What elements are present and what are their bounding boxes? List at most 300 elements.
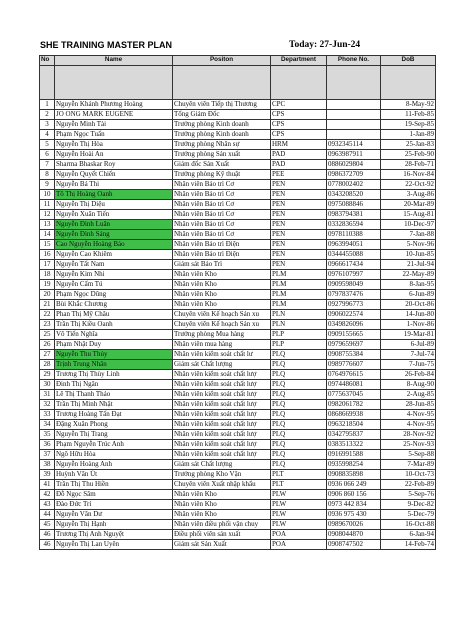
cell-dob[interactable]: 4-Nov-95 [381, 410, 436, 420]
cell-position[interactable]: Nhân viên kiểm soát chất lượ [173, 380, 271, 390]
cell-no[interactable]: 18 [40, 270, 55, 280]
cell-no[interactable]: 17 [40, 260, 55, 270]
cell-dob[interactable]: 5-Sep-76 [381, 490, 436, 500]
cell-dob[interactable]: 5-Sep-88 [381, 450, 436, 460]
cell-phone[interactable] [327, 120, 381, 130]
cell-position[interactable]: Trưởng phòng Kho Vận [173, 470, 271, 480]
cell-name[interactable]: Nguyễn Thị Hòa [55, 140, 173, 150]
cell-phone[interactable]: 0349826096 [327, 320, 381, 330]
cell-position[interactable]: Nhân viên Kho [173, 500, 271, 510]
cell-name[interactable]: Nguyễn Cẩm Tú [55, 280, 173, 290]
cell-department[interactable]: PLW [271, 510, 327, 520]
table-row [40, 540, 436, 550]
cell-position[interactable]: Nhân viên Kho [173, 510, 271, 520]
cell-name[interactable]: Nguyễn Bá Thi [55, 180, 173, 190]
cell-name[interactable]: Nguyễn Văn Dư [55, 510, 173, 520]
cell-no[interactable]: 37 [40, 450, 55, 460]
cell-name[interactable]: Nguyễn Thu Thủy [55, 350, 173, 360]
cell-dob[interactable]: 10-Oct-73 [381, 470, 436, 480]
cell-no[interactable]: 44 [40, 510, 55, 520]
cell-dob[interactable]: 22-May-89 [381, 270, 436, 280]
cell-position[interactable]: Trưởng phòng Sản xuất [173, 150, 271, 160]
cell-phone[interactable]: 0973 442 834 [327, 500, 381, 510]
cell-name[interactable]: Nguyễn Thị Lan Uyên [55, 540, 173, 550]
cell-no[interactable]: 15 [40, 240, 55, 250]
cell-dob[interactable]: 9-Dec-82 [381, 500, 436, 510]
cell-dob[interactable]: 8-Jan-95 [381, 280, 436, 290]
table-row [40, 170, 436, 180]
cell-department[interactable]: PLQ [271, 380, 327, 390]
cell-phone[interactable]: 0342795837 [327, 430, 381, 440]
cell-department[interactable]: PLQ [271, 400, 327, 410]
cell-phone[interactable]: 0978110388 [327, 230, 381, 240]
cell-department[interactable]: CPS [271, 130, 327, 140]
cell-phone[interactable]: 0974486081 [327, 380, 381, 390]
cell-name[interactable]: Ngô Hữu Hòa [55, 450, 173, 460]
cell-name[interactable]: Phạm Nguyễn Trúc Anh [55, 440, 173, 450]
cell-department[interactable]: PEN [271, 240, 327, 250]
cell-department[interactable]: PLW [271, 490, 327, 500]
cell-phone[interactable]: 0908835898 [327, 470, 381, 480]
cell-dob[interactable]: 25-Feb-90 [381, 150, 436, 160]
cell-phone[interactable]: 0909155665 [327, 330, 381, 340]
header-blank-cell[interactable] [40, 66, 55, 100]
col-header-department[interactable]: Department [271, 56, 327, 66]
cell-position[interactable]: Nhân viên Bảo trì Cơ [173, 200, 271, 210]
cell-department[interactable]: PEN [271, 200, 327, 210]
cell-no[interactable]: 8 [40, 170, 55, 180]
cell-position[interactable]: Giám sát Sản Xuất [173, 540, 271, 550]
cell-no[interactable]: 46 [40, 530, 55, 540]
cell-position[interactable]: Giám đốc Sản Xuất [173, 160, 271, 170]
cell-dob[interactable]: 19-Sep-85 [381, 120, 436, 130]
cell-position[interactable]: Nhân viên kiểm soát chất lượ [173, 450, 271, 460]
cell-no[interactable]: 1 [40, 100, 55, 110]
cell-phone[interactable] [327, 100, 381, 110]
cell-department[interactable]: CPC [271, 100, 327, 110]
cell-position[interactable]: Nhân viên Kho [173, 270, 271, 280]
header-blank-cell[interactable] [327, 66, 381, 100]
cell-dob[interactable]: 8-Aug-90 [381, 380, 436, 390]
cell-position[interactable]: Trưởng phòng Nhân sự [173, 140, 271, 150]
header-blank-cell[interactable] [55, 66, 173, 100]
cell-phone[interactable]: 0797837476 [327, 290, 381, 300]
cell-department[interactable]: PLQ [271, 370, 327, 380]
cell-position[interactable]: Nhân viên kiểm soát chất lượ [173, 400, 271, 410]
cell-dob[interactable]: 26-Feb-84 [381, 370, 436, 380]
table-row [40, 380, 436, 390]
cell-dob[interactable]: 6-Jan-94 [381, 530, 436, 540]
table-row [40, 120, 436, 130]
cell-dob[interactable]: 5-Dec-79 [381, 510, 436, 520]
cell-department[interactable]: PLM [271, 300, 327, 310]
col-header-phone[interactable]: Phone No. [327, 56, 381, 66]
cell-dob[interactable]: 14-Jun-80 [381, 310, 436, 320]
cell-department[interactable]: PEN [271, 210, 327, 220]
cell-name[interactable]: Cao Nguyễn Hoàng Bảo [55, 240, 173, 250]
cell-department[interactable]: PLQ [271, 350, 327, 360]
cell-no[interactable]: 26 [40, 340, 55, 350]
cell-position[interactable]: Nhân viên kiểm soát chất lượ [173, 370, 271, 380]
cell-department[interactable]: PLQ [271, 450, 327, 460]
cell-position[interactable]: Nhân viên Bảo trì Cơ [173, 220, 271, 230]
cell-no[interactable]: 11 [40, 200, 55, 210]
cell-name[interactable]: Trương Hoàng Tấn Đạt [55, 410, 173, 420]
cell-no[interactable]: 14 [40, 230, 55, 240]
cell-no[interactable]: 34 [40, 420, 55, 430]
cell-dob[interactable]: 19-Mar-81 [381, 330, 436, 340]
cell-position[interactable]: Nhân viên Kho [173, 490, 271, 500]
cell-phone[interactable]: 0982061782 [327, 400, 381, 410]
cell-position[interactable]: Nhân viên mua hàng [173, 340, 271, 350]
table-row [40, 250, 436, 260]
cell-department[interactable]: PLP [271, 340, 327, 350]
cell-dob[interactable]: 7-Jan-88 [381, 230, 436, 240]
cell-no[interactable]: 43 [40, 500, 55, 510]
cell-position[interactable]: Trưởng phòng Kinh doanh [173, 120, 271, 130]
cell-name[interactable]: Nguyễn Kim Nhi [55, 270, 173, 280]
cell-dob[interactable]: 1-Nov-86 [381, 320, 436, 330]
cell-department[interactable]: PEN [271, 180, 327, 190]
cell-position[interactable]: Điều phối viên sản xuất [173, 530, 271, 540]
cell-position[interactable]: Giám sát Chất lượng [173, 460, 271, 470]
cell-no[interactable]: 41 [40, 480, 55, 490]
cell-no[interactable]: 9 [40, 180, 55, 190]
cell-department[interactable]: PLM [271, 280, 327, 290]
cell-no[interactable]: 33 [40, 410, 55, 420]
cell-no[interactable]: 23 [40, 320, 55, 330]
cell-phone[interactable]: 0989776607 [327, 360, 381, 370]
cell-phone[interactable]: 0775637045 [327, 390, 381, 400]
cell-name[interactable]: Phạm Ngọc Tuấn [55, 130, 173, 140]
cell-name[interactable]: Nguyễn Đình Luân [55, 220, 173, 230]
cell-dob[interactable]: 28-Nov-92 [381, 430, 436, 440]
cell-phone[interactable]: 0909598049 [327, 280, 381, 290]
cell-no[interactable]: 3 [40, 120, 55, 130]
cell-department[interactable]: PEN [271, 220, 327, 230]
table-row [40, 530, 436, 540]
cell-name[interactable]: Nguyễn Thị Trang [55, 430, 173, 440]
cell-position[interactable]: Nhân viên Kho [173, 290, 271, 300]
cell-name[interactable]: Nguyễn Tất Nam [55, 260, 173, 270]
cell-name[interactable]: Sharma Bhaskar Roy [55, 160, 173, 170]
cell-position[interactable]: Nhân viên Bảo trì Điện [173, 240, 271, 250]
cell-phone[interactable]: 0778002402 [327, 180, 381, 190]
cell-name[interactable]: Bùi Khắc Chương [55, 300, 173, 310]
cell-phone[interactable]: 0908044870 [327, 530, 381, 540]
table-row [40, 350, 436, 360]
cell-dob[interactable]: 7-Jul-74 [381, 350, 436, 360]
cell-name[interactable]: Đinh Thị Ngân [55, 380, 173, 390]
cell-dob[interactable]: 10-Jun-85 [381, 250, 436, 260]
cell-department[interactable]: PLT [271, 470, 327, 480]
cell-no[interactable]: 46 [40, 540, 55, 550]
cell-dob[interactable]: 8-May-92 [381, 100, 436, 110]
cell-phone[interactable]: 0908747502 [327, 540, 381, 550]
cell-dob[interactable]: 7-Jun-75 [381, 360, 436, 370]
cell-dob[interactable]: 16-Nov-84 [381, 170, 436, 180]
cell-phone[interactable]: 0932345114 [327, 140, 381, 150]
cell-department[interactable]: CPS [271, 110, 327, 120]
cell-name[interactable]: Trần Thị Kiều Oanh [55, 320, 173, 330]
cell-no[interactable]: 7 [40, 160, 55, 170]
cell-position[interactable]: Chuyên viên Tiếp thị Thương [173, 100, 271, 110]
table-row [40, 440, 436, 450]
cell-department[interactable]: PLN [271, 310, 327, 320]
cell-department[interactable]: PLW [271, 500, 327, 510]
cell-position[interactable]: Tổng Giám Đốc [173, 110, 271, 120]
table-row [40, 390, 436, 400]
cell-phone[interactable]: 0344455088 [327, 250, 381, 260]
cell-name[interactable]: Đào Đức Trí [55, 500, 173, 510]
cell-department[interactable]: PLW [271, 520, 327, 530]
cell-no[interactable]: 42 [40, 490, 55, 500]
cell-department[interactable]: PLQ [271, 460, 327, 470]
table-row [40, 420, 436, 430]
cell-position[interactable]: Nhân viên kiểm soát chất lượ [173, 420, 271, 430]
cell-name[interactable]: Trần Thị Minh Nhật [55, 400, 173, 410]
table-row [40, 140, 436, 150]
cell-phone[interactable]: 0976107997 [327, 270, 381, 280]
cell-position[interactable]: Nhân viên Bảo trì Cơ [173, 230, 271, 240]
cell-position[interactable]: Trưởng phòng Kinh doanh [173, 130, 271, 140]
cell-no[interactable]: 22 [40, 310, 55, 320]
header-blank-cell[interactable] [271, 66, 327, 100]
cell-position[interactable]: Giám sát Chất lượng [173, 360, 271, 370]
cell-dob[interactable]: 20-Oct-86 [381, 300, 436, 310]
cell-no[interactable]: 32 [40, 400, 55, 410]
cell-no[interactable]: 29 [40, 370, 55, 380]
cell-phone[interactable]: 0908755384 [327, 350, 381, 360]
cell-phone[interactable]: 0936 066 249 [327, 480, 381, 490]
cell-dob[interactable]: 25-Jan-83 [381, 140, 436, 150]
cell-no[interactable]: 45 [40, 520, 55, 530]
cell-name[interactable]: Nguyễn Cao Khiêm [55, 250, 173, 260]
cell-position[interactable]: Nhân viên kiểm soát chất lượ [173, 430, 271, 440]
cell-no[interactable]: 4 [40, 130, 55, 140]
cell-no[interactable]: 5 [40, 140, 55, 150]
cell-department[interactable]: PEN [271, 260, 327, 270]
cell-no[interactable]: 28 [40, 360, 55, 370]
header-blank-cell[interactable] [381, 66, 436, 100]
cell-department[interactable]: PEN [271, 190, 327, 200]
cell-phone[interactable]: 0764976615 [327, 370, 381, 380]
cell-phone[interactable]: 0983794381 [327, 210, 381, 220]
cell-position[interactable]: Nhân viên kiểm soát chất lượ [173, 440, 271, 450]
cell-position[interactable]: Trưởng phòng Mua hàng [173, 330, 271, 340]
cell-department[interactable]: PLQ [271, 390, 327, 400]
cell-no[interactable]: 30 [40, 380, 55, 390]
cell-name[interactable]: Trịnh Trung Nhân [55, 360, 173, 370]
cell-department[interactable]: CPS [271, 120, 327, 130]
cell-department[interactable]: PLQ [271, 360, 327, 370]
cell-position[interactable]: Trưởng phòng Kỹ thuật [173, 170, 271, 180]
cell-name[interactable]: JO ONG MARK EUGENE [55, 110, 173, 120]
cell-phone[interactable] [327, 130, 381, 140]
cell-phone[interactable]: 0332836594 [327, 220, 381, 230]
cell-department[interactable]: PLN [271, 320, 327, 330]
cell-position[interactable]: Chuyên viên Kế hoạch Sản xu [173, 320, 271, 330]
cell-department[interactable]: PLT [271, 480, 327, 490]
cell-dob[interactable]: 16-Oct-88 [381, 520, 436, 530]
cell-department[interactable]: PEE [271, 170, 327, 180]
cell-dob[interactable]: 4-Nov-95 [381, 420, 436, 430]
cell-phone[interactable]: 0986372709 [327, 170, 381, 180]
cell-no[interactable]: 19 [40, 280, 55, 290]
cell-position[interactable]: Nhân viên kiểm soát chất lượ [173, 410, 271, 420]
cell-name[interactable]: Võ Tiến Nghĩa [55, 330, 173, 340]
cell-no[interactable]: 35 [40, 430, 55, 440]
cell-phone[interactable]: 0963218504 [327, 420, 381, 430]
cell-department[interactable]: PLP [271, 330, 327, 340]
cell-position[interactable]: Giám sát Bảo Trì [173, 260, 271, 270]
cell-name[interactable]: Đặng Xuân Phong [55, 420, 173, 430]
cell-phone[interactable]: 0383513322 [327, 440, 381, 450]
col-header-no[interactable]: No [40, 56, 55, 66]
cell-dob[interactable]: 6-Jun-89 [381, 290, 436, 300]
cell-department[interactable]: PEN [271, 230, 327, 240]
cell-name[interactable]: Phạm Nhật Duy [55, 340, 173, 350]
cell-dob[interactable]: 20-Mar-89 [381, 200, 436, 210]
cell-no[interactable]: 6 [40, 150, 55, 160]
cell-name[interactable]: Nguyễn Xuân Tiến [55, 210, 173, 220]
cell-name[interactable]: Trương Thị Thùy Linh [55, 370, 173, 380]
cell-phone[interactable]: 0979659697 [327, 340, 381, 350]
cell-name[interactable]: Trần Thị Thu Hiền [55, 480, 173, 490]
cell-phone[interactable]: 0963987911 [327, 150, 381, 160]
table-row [40, 330, 436, 340]
cell-dob[interactable]: 5-Nov-96 [381, 240, 436, 250]
cell-phone[interactable]: 0868669938 [327, 410, 381, 420]
col-header-position[interactable]: Positon [173, 56, 271, 66]
cell-name[interactable]: Lê Thị Thanh Thảo [55, 390, 173, 400]
cell-department[interactable]: PLQ [271, 410, 327, 420]
header-blank-cell[interactable] [173, 66, 271, 100]
cell-dob[interactable]: 28-Feb-71 [381, 160, 436, 170]
cell-dob[interactable]: 21-Jul-94 [381, 260, 436, 270]
cell-position[interactable]: Nhân viên Bảo trì Cơ [173, 190, 271, 200]
cell-department[interactable]: PAD [271, 160, 327, 170]
cell-position[interactable]: Nhân viên kiểm soát chất lư [173, 350, 271, 360]
cell-dob[interactable]: 22-Oct-92 [381, 180, 436, 190]
cell-department[interactable]: PLM [271, 290, 327, 300]
cell-no[interactable]: 12 [40, 210, 55, 220]
cell-no[interactable]: 27 [40, 350, 55, 360]
table-row [40, 270, 436, 280]
cell-no[interactable]: 21 [40, 300, 55, 310]
cell-department[interactable]: PLQ [271, 440, 327, 450]
cell-phone[interactable]: 0963994051 [327, 240, 381, 250]
cell-dob[interactable]: 22-Feb-89 [381, 480, 436, 490]
master-plan-table [39, 55, 436, 550]
cell-dob[interactable]: 15-Aug-81 [381, 210, 436, 220]
cell-name[interactable]: Tô Thị Hoàng Oanh [55, 190, 173, 200]
cell-position[interactable]: Nhân viên Kho [173, 280, 271, 290]
cell-no[interactable]: 10 [40, 190, 55, 200]
cell-position[interactable]: Nhân viên Bảo trì Điện [173, 250, 271, 260]
cell-position[interactable]: Chuyên viên Xuất nhập khẩu [173, 480, 271, 490]
table-body [40, 100, 436, 550]
cell-dob[interactable]: 3-Aug-86 [381, 190, 436, 200]
cell-dob[interactable]: 11-Feb-85 [381, 110, 436, 120]
cell-department[interactable]: PLQ [271, 420, 327, 430]
cell-department[interactable]: PLQ [271, 430, 327, 440]
cell-department[interactable]: POA [271, 540, 327, 550]
cell-department[interactable]: PLM [271, 270, 327, 280]
cell-phone[interactable]: 0927996773 [327, 300, 381, 310]
cell-department[interactable]: HRM [271, 140, 327, 150]
cell-no[interactable]: 13 [40, 220, 55, 230]
table-row [40, 110, 436, 120]
cell-name[interactable]: Nguyễn Quyết Chiến [55, 170, 173, 180]
cell-position[interactable]: Nhân viên kiểm soát chất lượ [173, 390, 271, 400]
cell-department[interactable]: PAD [271, 150, 327, 160]
cell-position[interactable]: Chuyên viên Kế hoạch Sản xu [173, 310, 271, 320]
cell-name[interactable]: Nguyễn Minh Tài [55, 120, 173, 130]
cell-name[interactable]: Nguyễn Đình Sáng [55, 230, 173, 240]
cell-phone[interactable]: 0975088846 [327, 200, 381, 210]
table-row [40, 450, 436, 460]
cell-name[interactable]: Trương Thị Anh Nguyệt [55, 530, 173, 540]
cell-phone[interactable]: 0989670026 [327, 520, 381, 530]
cell-phone[interactable]: 0935998254 [327, 460, 381, 470]
cell-no[interactable]: 20 [40, 290, 55, 300]
cell-no[interactable]: 25 [40, 330, 55, 340]
cell-no[interactable]: 36 [40, 440, 55, 450]
cell-dob[interactable]: 25-Nov-93 [381, 440, 436, 450]
cell-no[interactable]: 39 [40, 470, 55, 480]
cell-phone[interactable]: 0886029804 [327, 160, 381, 170]
cell-department[interactable]: PEN [271, 250, 327, 260]
cell-phone[interactable] [327, 110, 381, 120]
cell-name[interactable]: Nguyễn Hoài An [55, 150, 173, 160]
cell-phone[interactable]: 0906 860 156 [327, 490, 381, 500]
cell-dob[interactable]: 6-Jul-89 [381, 340, 436, 350]
cell-dob[interactable]: 28-Jun-85 [381, 400, 436, 410]
cell-name[interactable]: Nguyễn Hoàng Anh [55, 460, 173, 470]
cell-position[interactable]: Nhân viên điều phối vận chuy [173, 520, 271, 530]
cell-dob[interactable]: 2-Aug-85 [381, 390, 436, 400]
cell-name[interactable]: Nguyễn Khánh Phương Hoàng [55, 100, 173, 110]
cell-no[interactable]: 16 [40, 250, 55, 260]
cell-position[interactable]: Nhân viên Bảo trì Cơ [173, 180, 271, 190]
cell-dob[interactable]: 1-Jan-89 [381, 130, 436, 140]
cell-name[interactable]: Nguyễn Thị Hạnh [55, 520, 173, 530]
cell-phone[interactable]: 0936 975 430 [327, 510, 381, 520]
col-header-dob[interactable]: DoB [381, 56, 436, 66]
cell-dob[interactable]: 7-Mar-89 [381, 460, 436, 470]
cell-no[interactable]: 38 [40, 460, 55, 470]
cell-name[interactable]: Đỗ Ngọc Sâm [55, 490, 173, 500]
cell-phone[interactable]: 0343208520 [327, 190, 381, 200]
today-date: Today: 27-Jun-24 [289, 40, 361, 50]
cell-dob[interactable]: 14-Feb-74 [381, 540, 436, 550]
cell-department[interactable]: POA [271, 530, 327, 540]
cell-name[interactable]: Huỳnh Văn Út [55, 470, 173, 480]
cell-name[interactable]: Phạm Ngọc Dũng [55, 290, 173, 300]
cell-phone[interactable]: 0916991588 [327, 450, 381, 460]
cell-dob[interactable]: 10-Dec-97 [381, 220, 436, 230]
cell-position[interactable]: Nhân viên Kho [173, 300, 271, 310]
cell-no[interactable]: 2 [40, 110, 55, 120]
cell-position[interactable]: Nhân viên Bảo trì Cơ [173, 210, 271, 220]
col-header-name[interactable]: Name [55, 56, 173, 66]
cell-phone[interactable]: 0906022574 [327, 310, 381, 320]
cell-phone[interactable]: 0966617434 [327, 260, 381, 270]
cell-name[interactable]: Nguyễn Thị Diệu [55, 200, 173, 210]
cell-no[interactable]: 31 [40, 390, 55, 400]
cell-name[interactable]: Phan Thị Mỹ Châu [55, 310, 173, 320]
